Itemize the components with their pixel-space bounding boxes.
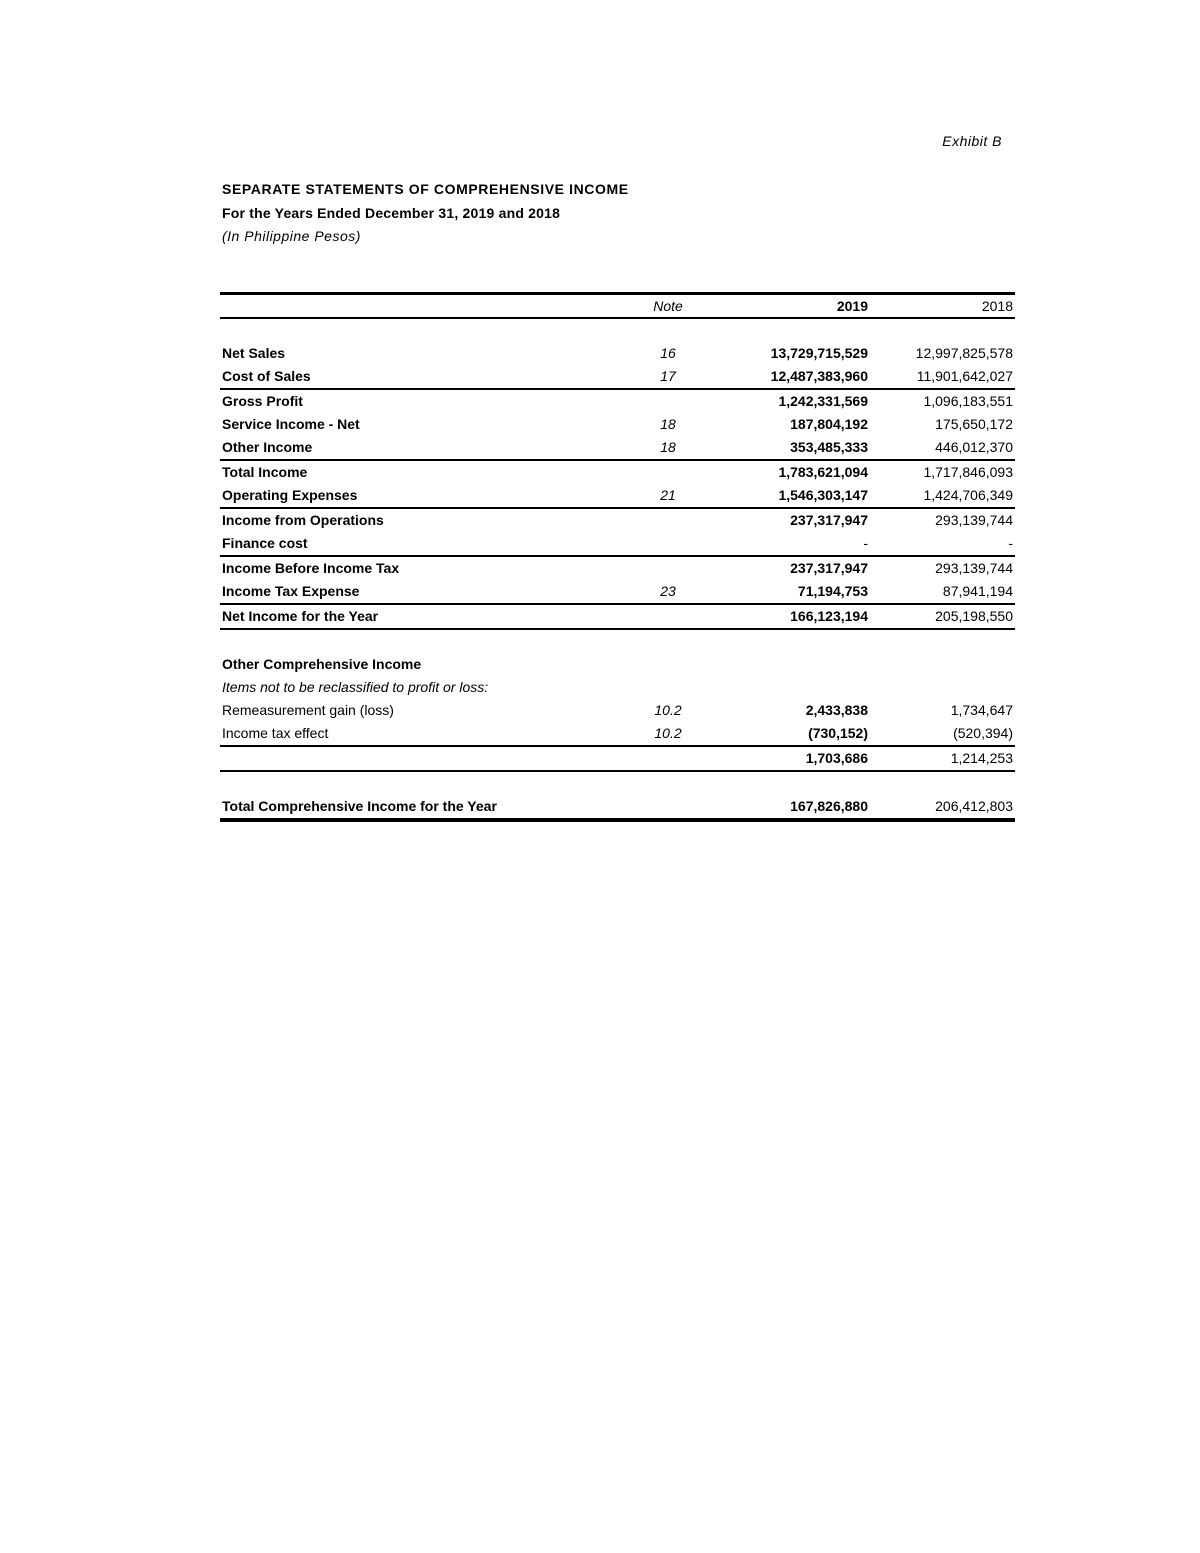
row-operating-expenses: [220, 484, 1015, 508]
row-value-2018: (520,394): [870, 722, 1015, 746]
row-note: 10.2: [618, 722, 718, 746]
row-value-2018: 1,734,647: [950, 702, 1013, 718]
row-note: [618, 532, 718, 556]
row-value-2018: 175,650,172: [935, 416, 1013, 432]
row-value-2018: 1,717,846,093: [923, 464, 1013, 480]
spacer-row: [220, 629, 1015, 653]
row-income-tax-expense: [220, 580, 1015, 604]
row-note: [618, 556, 718, 580]
row-value-2018: 446,012,370: [870, 436, 1015, 460]
row-value-2018: 293,139,744: [935, 512, 1013, 528]
row-value-2019: 1,546,303,147: [718, 484, 870, 508]
row-label: Income Tax Expense: [220, 580, 618, 604]
row-net-sales: [220, 342, 1015, 365]
row-label: Other Income: [220, 436, 618, 460]
header-2018: 2018: [870, 294, 1015, 319]
row-value-2018: 1,096,183,551: [923, 393, 1013, 409]
row-finance-cost: [220, 532, 1015, 556]
section-subheading: Items not to be reclassified to profit or loss:: [222, 679, 489, 695]
row-note: [618, 460, 718, 484]
row-income-from-operations: [220, 508, 1015, 532]
row-label: Finance cost: [220, 532, 618, 556]
row-label: Operating Expenses: [220, 484, 618, 508]
row-value-2018: 205,198,550: [870, 604, 1015, 629]
spacer-row: [220, 318, 1015, 342]
row-value-2019: -: [718, 532, 870, 556]
row-value-2019: 167,826,880: [718, 795, 870, 820]
row-service-income: [220, 413, 1015, 436]
row-value-2019: (730,152): [718, 722, 870, 746]
row-income-before-tax: [220, 556, 1015, 580]
row-label: Cost of Sales: [220, 365, 618, 389]
row-label: [220, 746, 618, 771]
row-oci-subheading: [220, 676, 1015, 699]
row-note: [618, 508, 718, 532]
row-value-2019: 237,317,947: [790, 560, 868, 576]
row-note: 10.2: [654, 702, 682, 718]
row-value-2019: 1,703,686: [718, 746, 870, 771]
row-value-2018: 87,941,194: [870, 580, 1015, 604]
row-total-income: [220, 460, 1015, 484]
column-header-row: [220, 294, 1015, 319]
row-note: 17: [618, 365, 718, 389]
row-note: 18: [660, 416, 676, 432]
row-note: [618, 604, 718, 629]
row-note: 21: [618, 484, 718, 508]
row-value-2019: 1,242,331,569: [778, 393, 868, 409]
row-label: Gross Profit: [222, 393, 303, 409]
row-value-2019: 1,783,621,094: [778, 464, 868, 480]
row-oci-total: [220, 746, 1015, 771]
spacer-row: [220, 771, 1015, 795]
row-value-2018: 293,139,744: [935, 560, 1013, 576]
header-2019: 2019: [718, 294, 870, 319]
row-label: Total Income: [222, 464, 308, 480]
row-value-2019: 237,317,947: [790, 512, 868, 528]
row-oci-heading: [220, 653, 1015, 676]
row-label: Remeasurement gain (loss): [222, 702, 394, 718]
exhibit-label: Exhibit B: [942, 133, 1002, 149]
row-note: [618, 389, 718, 413]
row-other-income: [220, 436, 1015, 460]
row-value-2019: 12,487,383,960: [718, 365, 870, 389]
row-net-income: [220, 604, 1015, 629]
row-value-2019: 166,123,194: [718, 604, 870, 629]
row-label: Income Before Income Tax: [222, 560, 400, 576]
row-note: 18: [618, 436, 718, 460]
row-label: Income from Operations: [222, 512, 384, 528]
row-value-2019: 13,729,715,529: [770, 345, 868, 361]
section-heading: Other Comprehensive Income: [222, 656, 422, 672]
statement-title: SEPARATE STATEMENTS OF COMPREHENSIVE INCOME: [222, 181, 629, 197]
row-remeasurement: [220, 699, 1015, 722]
row-note: [618, 746, 718, 771]
header-note: Note: [618, 294, 718, 319]
row-value-2018: 1,424,706,349: [870, 484, 1015, 508]
currency-note: (In Philippine Pesos): [222, 228, 361, 244]
income-statement-table: [220, 292, 1015, 822]
row-note: 16: [660, 345, 676, 361]
row-total-comprehensive-income: [220, 795, 1015, 820]
row-value-2019: 71,194,753: [718, 580, 870, 604]
row-label: Net Sales: [222, 345, 286, 361]
row-value-2019: 2,433,838: [805, 702, 868, 718]
row-value-2018: 12,997,825,578: [915, 345, 1013, 361]
row-value-2018: 11,901,642,027: [870, 365, 1015, 389]
row-label: Total Comprehensive Income for the Year: [220, 795, 618, 820]
row-label: Service Income - Net: [222, 416, 360, 432]
row-value-2018: 1,214,253: [870, 746, 1015, 771]
row-income-tax-effect: [220, 722, 1015, 746]
row-value-2018: 206,412,803: [870, 795, 1015, 820]
header-blank: [220, 294, 618, 319]
statement-period: For the Years Ended December 31, 2019 and 2018: [222, 205, 561, 221]
row-value-2019: 187,804,192: [790, 416, 868, 432]
row-label: Net Income for the Year: [220, 604, 618, 629]
row-gross-profit: [220, 389, 1015, 413]
row-note: [618, 795, 718, 820]
row-value-2019: 353,485,333: [718, 436, 870, 460]
row-cost-of-sales: [220, 365, 1015, 389]
row-value-2018: -: [870, 532, 1015, 556]
row-label: Income tax effect: [220, 722, 618, 746]
row-note: 23: [618, 580, 718, 604]
